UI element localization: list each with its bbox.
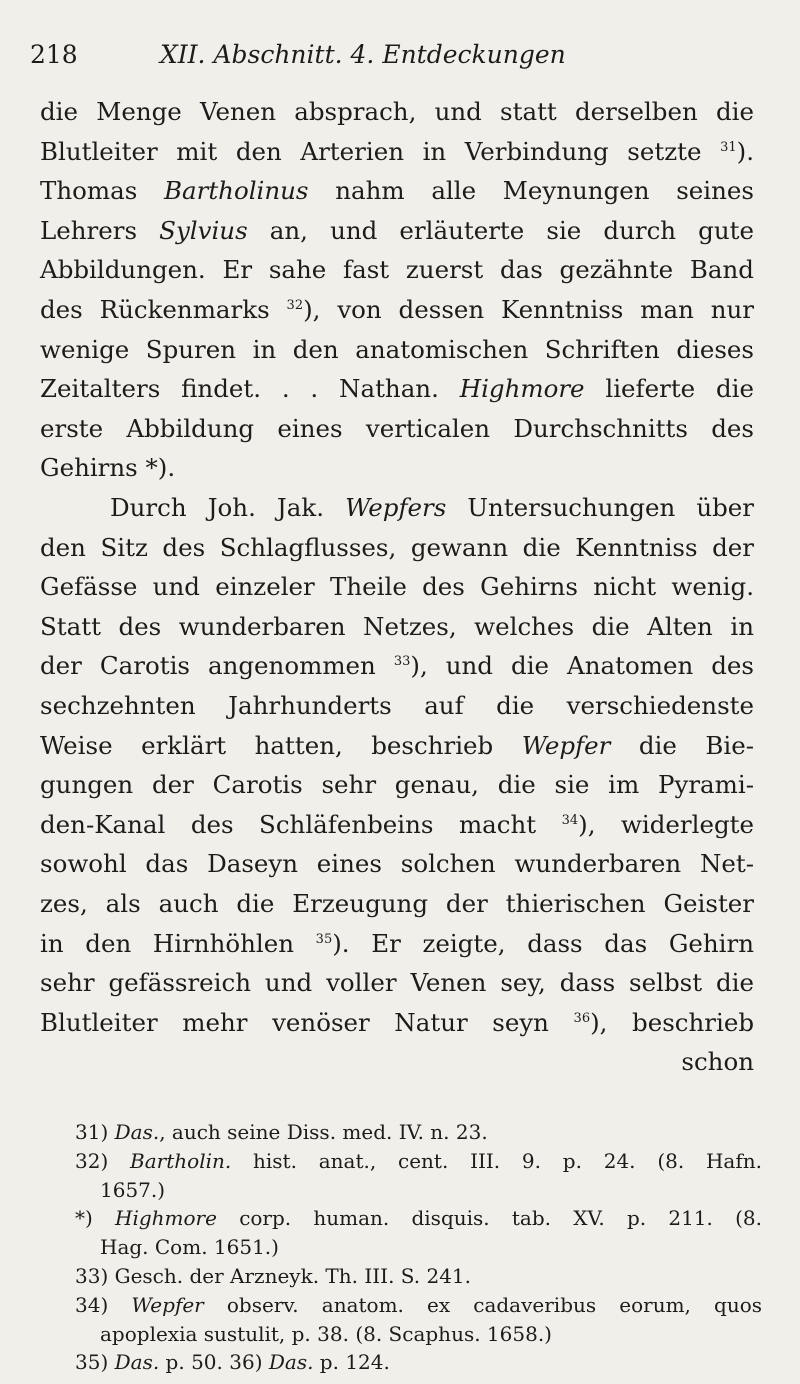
text-run: 34) [75, 1292, 132, 1317]
italic-name: Das. [268, 1350, 314, 1375]
text-run: Blutleiter mehr venöser Natur seyn [40, 1007, 574, 1037]
text-line [40, 371, 754, 407]
footnote-line [75, 1203, 762, 1233]
text-line [40, 292, 754, 328]
text-run: 32) [75, 1148, 131, 1173]
footnote-line [75, 1261, 762, 1291]
text-line [40, 252, 754, 288]
text-line [40, 213, 754, 249]
italic-name: Sylvius [159, 215, 248, 245]
italic-name: Wepfer [521, 730, 611, 760]
footnote-ref: 35 [315, 931, 333, 947]
text-line [40, 609, 754, 645]
footnote-line [75, 1117, 762, 1147]
running-title: XII. Abschnitt. 4. Entdeckungen [160, 40, 566, 69]
footnote-line [100, 1232, 762, 1262]
text-line [40, 767, 754, 803]
text-run: des Rückenmarks [40, 295, 287, 324]
text-line [40, 648, 754, 684]
italic-name: Das. [114, 1350, 160, 1375]
text-run: p. 50. 36) [159, 1350, 269, 1375]
text-run: p. 124. [313, 1350, 390, 1375]
text-run: ), beschrieb [590, 1007, 755, 1037]
text-run: ), von dessen Kenntniss man nur [303, 295, 754, 324]
text-line [40, 530, 754, 566]
text-run: den-Kanal des Schläfenbeins macht [40, 809, 562, 839]
text-run: die Menge Venen absprach, und statt derselben die [40, 97, 754, 126]
footnote-ref: 36 [573, 1010, 591, 1026]
text-run: Thomas [40, 176, 164, 206]
footnote-ref: 33 [393, 654, 411, 670]
text-run: corp. human. disquis. tab. XV. p. 211. (8. [216, 1206, 762, 1231]
text-line [40, 1005, 754, 1041]
text-line [40, 490, 754, 526]
running-header [30, 40, 770, 80]
text-line [40, 807, 754, 843]
footnote-line [100, 1175, 762, 1205]
italic-name: Bartholin. [130, 1148, 232, 1173]
italic-name: Highmore [115, 1206, 217, 1231]
footnote-ref: 34 [561, 812, 579, 828]
footnote-ref: 31 [720, 139, 737, 155]
text-run: 35) [75, 1350, 115, 1375]
footnote-line [75, 1347, 762, 1377]
italic-name: Highmore [459, 374, 585, 404]
text-run: die Bie- [610, 730, 754, 760]
text-run: Durch Joh. Jak. [110, 493, 346, 522]
text-run: den Sitz des Schlagflusses, gewann die Kenntniss der [40, 532, 754, 562]
text-run: Hag. Com. 1651.) [100, 1235, 279, 1260]
footnote-line [75, 1290, 762, 1320]
text-run: wenige Spuren in den anatomischen Schriften dieses [40, 334, 754, 364]
text-run: zes, als auch die Erzeugung der thierischen Geister [40, 889, 754, 918]
italic-name: Wepfers [345, 493, 447, 522]
text-run: sehr gefässreich und voller Venen sey, dass selbst die [40, 968, 754, 998]
text-line [40, 1044, 754, 1080]
text-run: ). Er zeigte, dass das Gehirn [332, 928, 754, 958]
text-line [40, 846, 754, 882]
text-run: ), und die Anatomen des [410, 651, 754, 681]
text-run: ). [736, 136, 754, 166]
text-run: Zeitalters findet. . . Nathan. [40, 374, 460, 404]
text-run: apoplexia sustulit, p. 38. (8. Scaphus. 1658.) [100, 1321, 552, 1346]
text-run: 33) Gesch. der Arzneyk. Th. III. S. 241. [75, 1264, 472, 1288]
text-line [40, 926, 754, 962]
text-run: Untersuchungen über [446, 493, 755, 522]
text-line [40, 886, 754, 922]
text-run: , auch seine Diss. med. IV. n. 23. [159, 1120, 488, 1144]
text-run: gungen der Carotis sehr genau, die sie im Pyrami- [40, 770, 754, 800]
text-run: Blutleiter mit den Arterien in Verbindung setzte [40, 136, 721, 166]
text-line [40, 332, 754, 368]
text-run: *) [75, 1206, 116, 1231]
text-run: hist. anat., cent. III. 9. p. 24. (8. Hafn. [231, 1148, 763, 1173]
footnote-ref: 32 [286, 297, 304, 313]
text-line [40, 688, 754, 724]
italic-name: Wepfer [131, 1292, 204, 1317]
text-run: der Carotis angenommen [40, 651, 394, 681]
text-run: Weise erklärt hatten, beschrieb [40, 730, 522, 760]
text-line [40, 94, 754, 130]
footnote-line [75, 1146, 762, 1176]
text-run: lieferte die [584, 374, 754, 404]
italic-name: Das. [114, 1120, 160, 1144]
text-line [40, 134, 754, 170]
text-run: sowohl das Daseyn eines solchen wunderbaren Net- [40, 849, 754, 879]
text-run: in den Hirnhöhlen [40, 928, 316, 958]
text-run: 1657.) [100, 1177, 166, 1202]
text-run: nahm alle Meynungen seines [308, 176, 754, 206]
text-run: an, und erläuterte sie durch gute [247, 215, 754, 245]
text-run: observ. anatom. ex cadaveribus eorum, quos [203, 1292, 762, 1317]
text-line [40, 450, 754, 486]
text-run: ), widerlegte [578, 809, 755, 839]
text-run: Abbildungen. Er sahe fast zuerst das gezähnte Band [40, 255, 754, 285]
text-run: schon [681, 1047, 754, 1077]
text-run: Lehrers [40, 215, 160, 245]
text-run: 31) [75, 1120, 115, 1144]
page-number: 218 [30, 40, 78, 69]
text-line [40, 569, 754, 605]
text-run: Gefässe und einzeler Theile des Gehirns nicht wenig. [40, 572, 754, 602]
text-line [40, 965, 754, 1001]
text-run: Statt des wunderbaren Netzes, welches die Alten in [40, 611, 754, 641]
text-line [40, 728, 754, 764]
footnote-line [100, 1319, 762, 1349]
text-run: erste Abbildung eines verticalen Durchschnitts des [40, 413, 754, 443]
text-line [40, 173, 754, 209]
text-run: sechzehnten Jahrhunderts auf die verschiedenste [40, 691, 754, 720]
text-line [40, 411, 754, 447]
text-run: Gehirns *). [40, 453, 176, 483]
italic-name: Bartholinus [164, 176, 309, 206]
